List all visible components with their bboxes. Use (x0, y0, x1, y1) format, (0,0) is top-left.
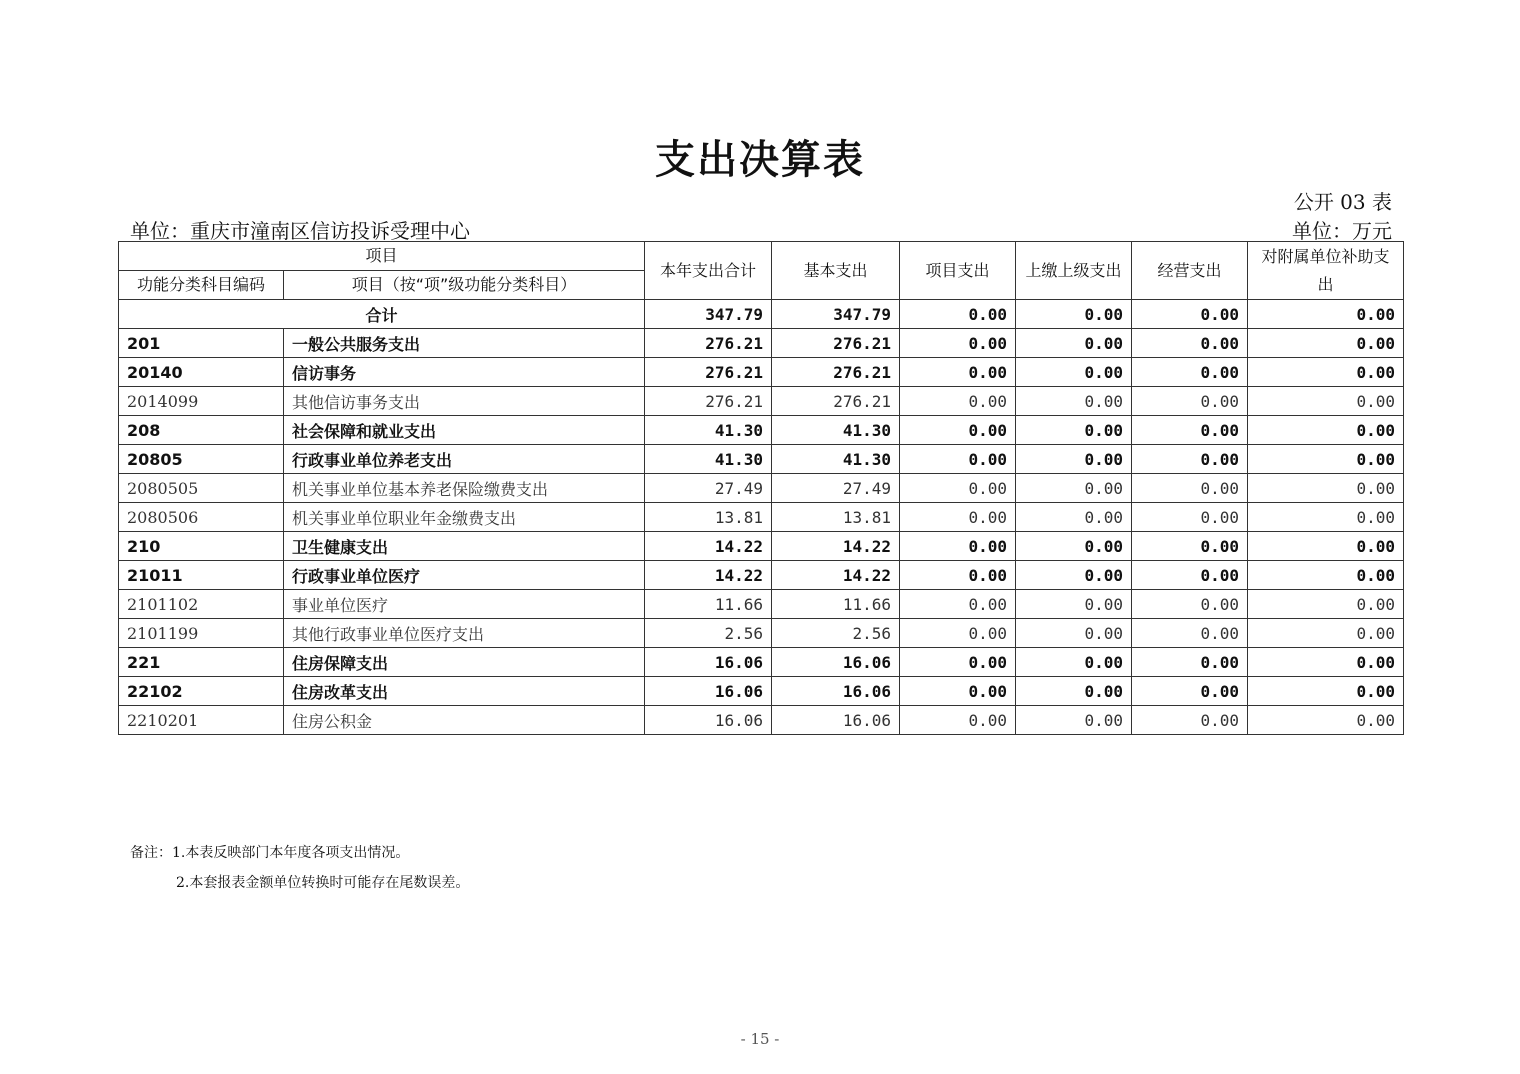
row-value: 0.00 (1132, 648, 1248, 677)
row-value: 2.56 (645, 619, 772, 648)
row-value: 13.81 (772, 503, 900, 532)
row-value: 0.00 (1016, 648, 1132, 677)
header-total: 本年支出合计 (645, 242, 772, 300)
row-value: 276.21 (772, 358, 900, 387)
header-business: 经营支出 (1132, 242, 1248, 300)
row-code: 20805 (119, 445, 284, 474)
table-row (119, 648, 1404, 677)
table-row (119, 619, 1404, 648)
total-cell: 0.00 (1248, 300, 1404, 329)
row-value: 0.00 (1248, 329, 1404, 358)
table-row (119, 329, 1404, 358)
table-code: 公开 03 表 (1293, 190, 1392, 214)
row-value: 0.00 (1132, 445, 1248, 474)
row-value: 0.00 (1248, 590, 1404, 619)
row-name: 住房改革支出 (284, 677, 645, 706)
row-value: 0.00 (900, 706, 1016, 735)
row-value: 41.30 (645, 445, 772, 474)
row-value: 27.49 (772, 474, 900, 503)
table-row (119, 532, 1404, 561)
row-value: 14.22 (645, 532, 772, 561)
row-name: 一般公共服务支出 (284, 329, 645, 358)
row-value: 14.22 (772, 532, 900, 561)
row-value: 0.00 (1016, 445, 1132, 474)
row-value: 0.00 (900, 445, 1016, 474)
row-value: 0.00 (900, 416, 1016, 445)
row-value: 16.06 (772, 648, 900, 677)
total-cell: 0.00 (1132, 300, 1248, 329)
row-value: 0.00 (1016, 561, 1132, 590)
row-code: 2101102 (119, 590, 284, 619)
row-name: 卫生健康支出 (284, 532, 645, 561)
header-basic: 基本支出 (772, 242, 900, 300)
row-value: 0.00 (1248, 416, 1404, 445)
row-value: 0.00 (1016, 503, 1132, 532)
row-name: 信访事务 (284, 358, 645, 387)
row-value: 0.00 (1016, 706, 1132, 735)
row-value: 0.00 (1132, 474, 1248, 503)
row-value: 0.00 (1248, 619, 1404, 648)
row-code: 2101199 (119, 619, 284, 648)
row-code: 208 (119, 416, 284, 445)
total-cell: 0.00 (900, 300, 1016, 329)
note-line: 备注：1.本表反映部门本年度各项支出情况。 (130, 845, 410, 861)
row-code: 201 (119, 329, 284, 358)
row-name: 行政事业单位养老支出 (284, 445, 645, 474)
row-value: 0.00 (1016, 532, 1132, 561)
page-title: 支出决算表 (655, 137, 865, 183)
row-value: 0.00 (1132, 619, 1248, 648)
row-value: 0.00 (1248, 445, 1404, 474)
row-value: 16.06 (645, 648, 772, 677)
page-number: - 15 - (740, 1030, 780, 1048)
row-value: 0.00 (1248, 358, 1404, 387)
row-value: 0.00 (900, 358, 1016, 387)
table-row (119, 677, 1404, 706)
row-value: 0.00 (1248, 648, 1404, 677)
row-value: 41.30 (772, 445, 900, 474)
total-row (119, 300, 1404, 329)
table-row (119, 503, 1404, 532)
total-cell: 347.79 (645, 300, 772, 329)
row-value: 13.81 (645, 503, 772, 532)
header-project: 项目 (119, 242, 645, 271)
note-line: 2.本套报表金额单位转换时可能存在尾数误差。 (176, 875, 470, 891)
row-value: 276.21 (645, 358, 772, 387)
row-value: 0.00 (1132, 706, 1248, 735)
row-value: 0.00 (900, 677, 1016, 706)
row-value: 0.00 (1248, 387, 1404, 416)
header-project-expenditure: 项目支出 (900, 242, 1016, 300)
total-cell: 347.79 (772, 300, 900, 329)
row-value: 0.00 (900, 329, 1016, 358)
row-value: 0.00 (1248, 677, 1404, 706)
row-value: 0.00 (1132, 561, 1248, 590)
row-value: 0.00 (1132, 358, 1248, 387)
notes (130, 838, 469, 898)
expenditure-table (118, 241, 1404, 735)
row-value: 0.00 (900, 532, 1016, 561)
row-code: 221 (119, 648, 284, 677)
row-value: 0.00 (1132, 416, 1248, 445)
row-name: 事业单位医疗 (284, 590, 645, 619)
row-value: 0.00 (1132, 503, 1248, 532)
row-name: 行政事业单位医疗 (284, 561, 645, 590)
row-name: 其他行政事业单位医疗支出 (284, 619, 645, 648)
row-value: 276.21 (772, 387, 900, 416)
header-subsidy: 对附属单位补助支出 (1248, 242, 1404, 300)
table-row (119, 358, 1404, 387)
row-value: 0.00 (900, 590, 1016, 619)
row-value: 0.00 (1016, 474, 1132, 503)
row-value: 16.06 (772, 677, 900, 706)
row-code: 2080506 (119, 503, 284, 532)
row-value: 11.66 (645, 590, 772, 619)
row-value: 0.00 (1016, 590, 1132, 619)
row-value: 16.06 (645, 677, 772, 706)
row-value: 276.21 (772, 329, 900, 358)
row-value: 11.66 (772, 590, 900, 619)
row-value: 41.30 (645, 416, 772, 445)
row-value: 0.00 (1132, 532, 1248, 561)
row-value: 276.21 (645, 329, 772, 358)
row-value: 0.00 (900, 387, 1016, 416)
unit-name: 单位：重庆市潼南区信访投诉受理中心 (130, 219, 470, 243)
currency-unit: 单位：万元 (1292, 219, 1392, 243)
row-name: 社会保障和就业支出 (284, 416, 645, 445)
row-value: 0.00 (1132, 387, 1248, 416)
row-value: 0.00 (1016, 387, 1132, 416)
row-value: 41.30 (772, 416, 900, 445)
row-value: 0.00 (1132, 677, 1248, 706)
row-value: 0.00 (1016, 677, 1132, 706)
table-row (119, 590, 1404, 619)
row-value: 0.00 (1248, 474, 1404, 503)
table-row (119, 445, 1404, 474)
row-value: 0.00 (900, 648, 1016, 677)
row-name: 住房公积金 (284, 706, 645, 735)
row-name: 住房保障支出 (284, 648, 645, 677)
header-name: 项目（按“项”级功能分类科目） (284, 271, 645, 300)
row-value: 0.00 (1248, 503, 1404, 532)
row-code: 2014099 (119, 387, 284, 416)
row-code: 22102 (119, 677, 284, 706)
row-value: 0.00 (1016, 619, 1132, 648)
row-code: 210 (119, 532, 284, 561)
row-value: 14.22 (772, 561, 900, 590)
row-value: 0.00 (1016, 358, 1132, 387)
row-value: 0.00 (900, 561, 1016, 590)
row-name: 机关事业单位职业年金缴费支出 (284, 503, 645, 532)
row-value: 2.56 (772, 619, 900, 648)
row-value: 0.00 (900, 619, 1016, 648)
row-code: 20140 (119, 358, 284, 387)
row-code: 21011 (119, 561, 284, 590)
row-value: 0.00 (1248, 561, 1404, 590)
table-row (119, 474, 1404, 503)
row-value: 276.21 (645, 387, 772, 416)
table-row (119, 416, 1404, 445)
row-value: 14.22 (645, 561, 772, 590)
row-value: 16.06 (772, 706, 900, 735)
row-name: 机关事业单位基本养老保险缴费支出 (284, 474, 645, 503)
row-value: 16.06 (645, 706, 772, 735)
total-cell: 0.00 (1016, 300, 1132, 329)
row-value: 27.49 (645, 474, 772, 503)
header-code: 功能分类科目编码 (119, 271, 284, 300)
row-value: 0.00 (1248, 706, 1404, 735)
row-value: 0.00 (1016, 329, 1132, 358)
table-row (119, 387, 1404, 416)
table-row (119, 706, 1404, 735)
row-value: 0.00 (1132, 590, 1248, 619)
table-body (119, 300, 1404, 735)
row-code: 2210201 (119, 706, 284, 735)
table-row (119, 561, 1404, 590)
row-value: 0.00 (1132, 329, 1248, 358)
row-code: 2080505 (119, 474, 284, 503)
total-label: 合计 (119, 300, 645, 329)
row-value: 0.00 (1248, 532, 1404, 561)
row-value: 0.00 (900, 474, 1016, 503)
row-name: 其他信访事务支出 (284, 387, 645, 416)
row-value: 0.00 (900, 503, 1016, 532)
header-upper-level: 上缴上级支出 (1016, 242, 1132, 300)
row-value: 0.00 (1016, 416, 1132, 445)
